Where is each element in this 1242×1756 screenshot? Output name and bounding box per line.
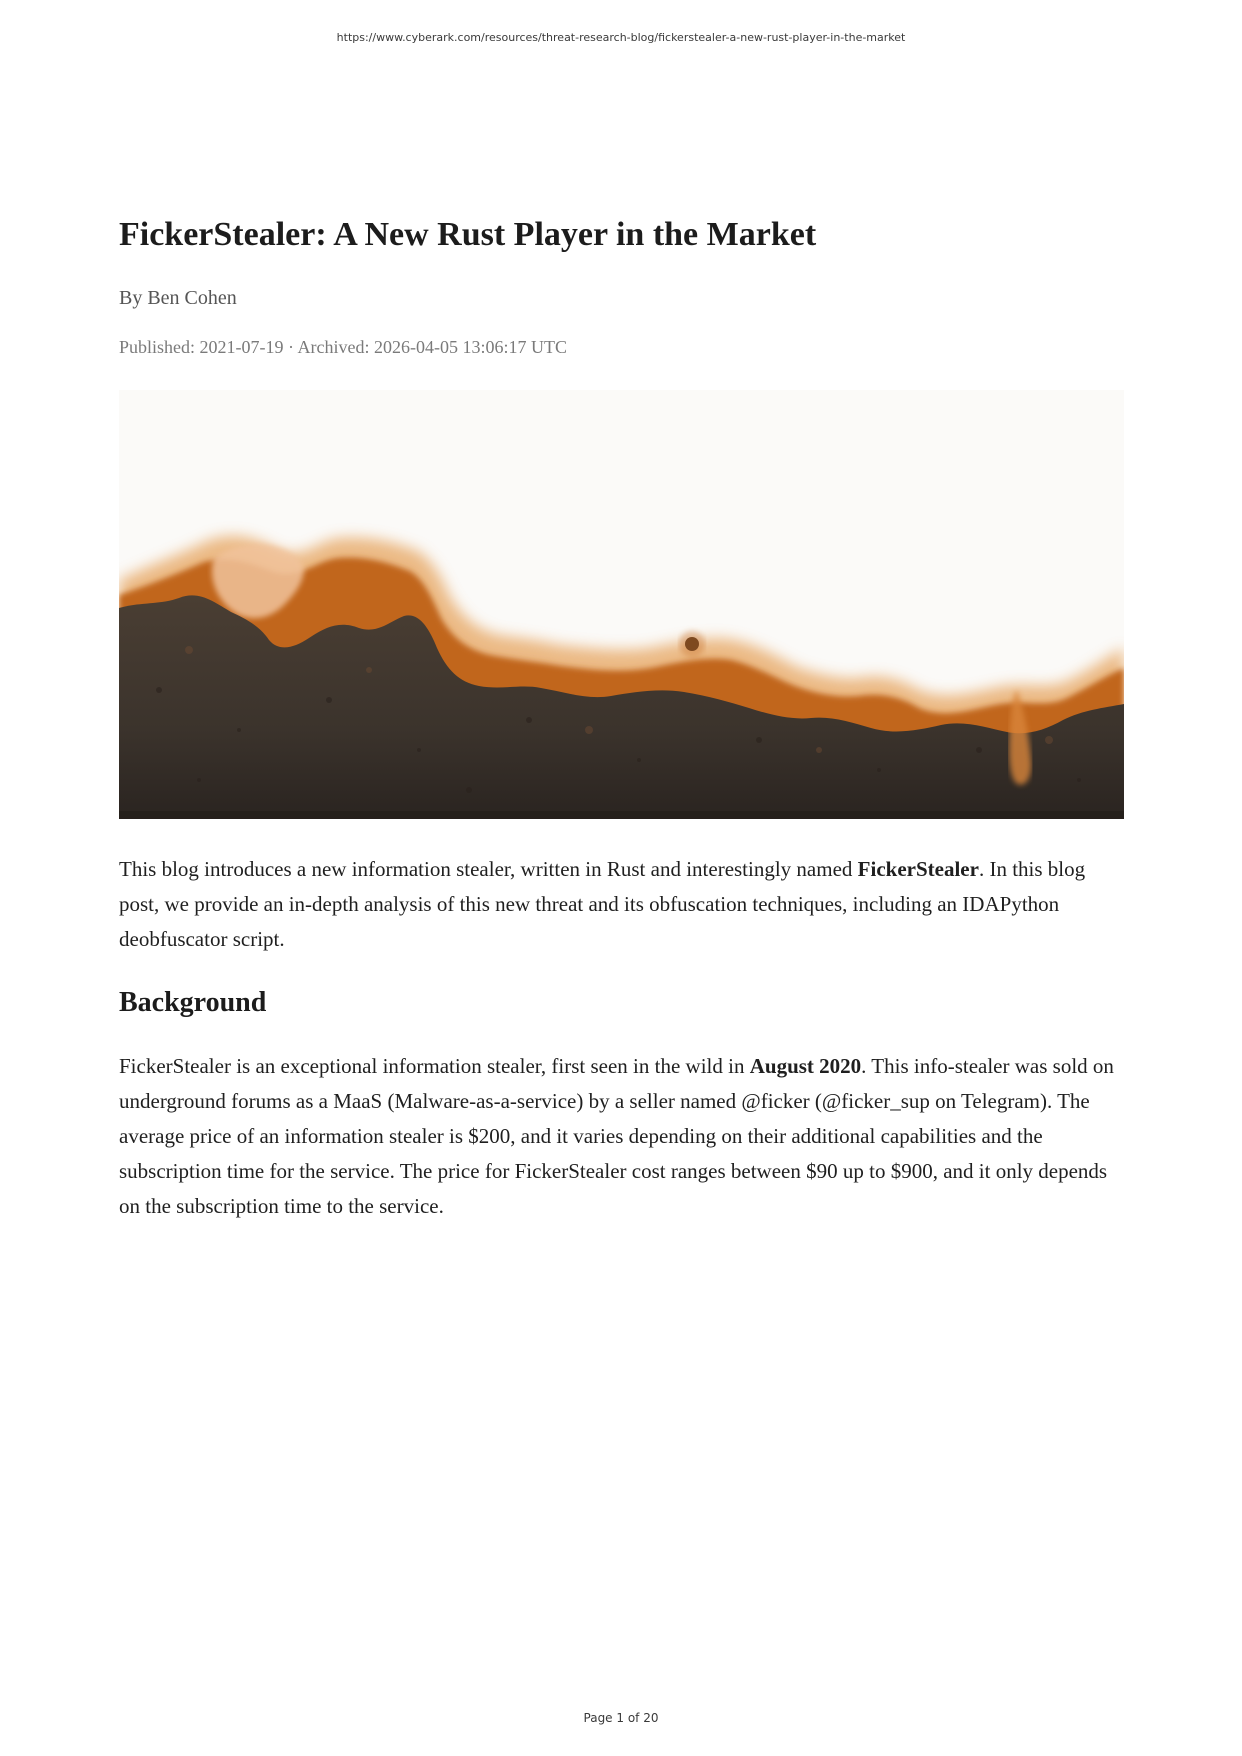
page-url: https://www.cyberark.com/resources/threat-research-blog/fickerstealer-a-new-rust-player-in-the-market bbox=[336, 31, 906, 44]
background-bold-date: August 2020 bbox=[749, 1054, 862, 1078]
intro-paragraph bbox=[119, 852, 1124, 957]
article-meta: Published: 2021-07-19 · Archived: 2026-04-05 13:06:17 UTC bbox=[119, 337, 567, 357]
background-text-after: . This info-stealer was sold on underground forums as a MaaS (Malware-as-a-service) by a seller named @ficker (@ficker_sup on Telegram). The average price of an information stealer is $200, and it varies depending on their additional capabilities and the subscription time for the service. The price for FickerStealer cost ranges between $90 up to $900, and it only depends on the subscription time to the service. bbox=[119, 1054, 1114, 1218]
page-number: Page 1 of 20 bbox=[583, 1711, 659, 1725]
article-byline: By Ben Cohen bbox=[119, 287, 237, 309]
background-text-before: FickerStealer is an exceptional information stealer, first seen in the wild in bbox=[119, 1054, 750, 1078]
intro-text-before: This blog introduces a new information stealer, written in Rust and interestingly named bbox=[119, 857, 858, 881]
background-heading: Background bbox=[119, 987, 267, 1018]
article-title: FickerStealer: A New Rust Player in the Market bbox=[119, 216, 817, 253]
background-paragraph bbox=[119, 1049, 1124, 1224]
hero-image bbox=[119, 390, 1124, 819]
intro-bold-term: FickerStealer bbox=[857, 857, 979, 881]
intro-text-after: . In this blog post, we provide an in-depth analysis of this new threat and its obfuscation techniques, including an IDAPython deobfuscator script. bbox=[119, 857, 1086, 951]
